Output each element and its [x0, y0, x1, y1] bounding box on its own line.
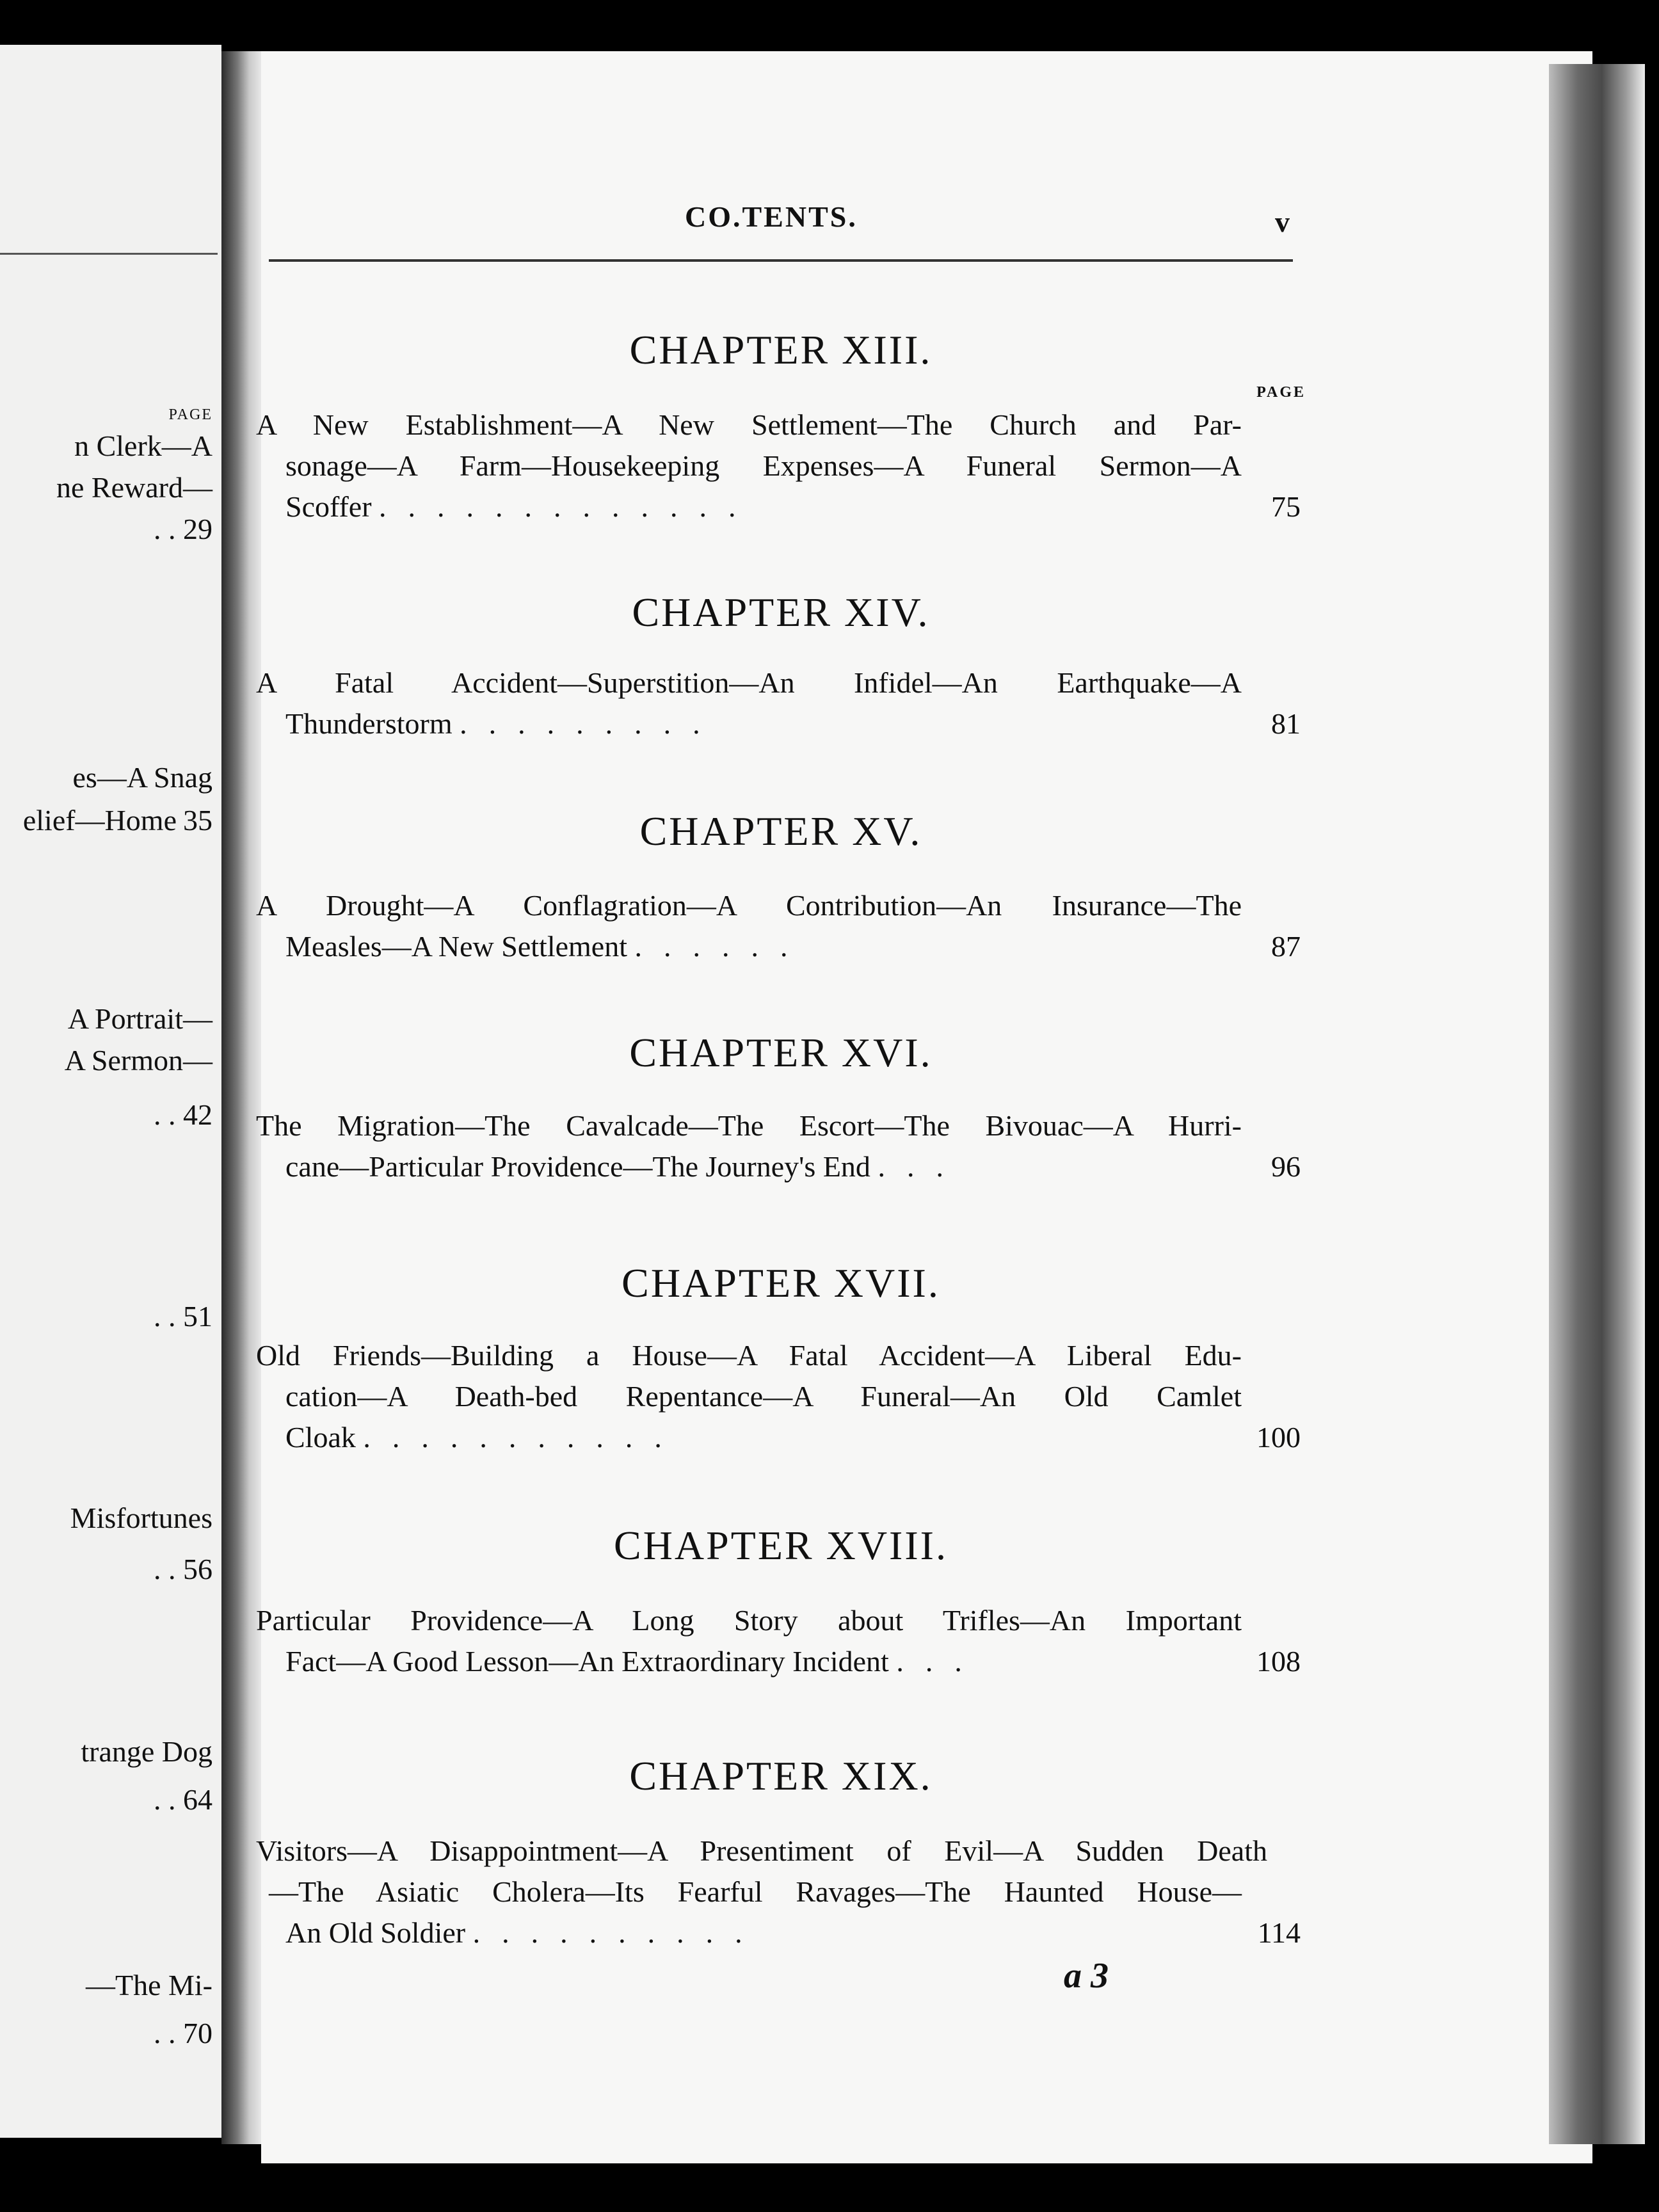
entry-line-last	[256, 486, 1306, 527]
entry-line-text: cane—Particular Providence—The Journey's End	[285, 1150, 870, 1183]
entry-page-number: 81	[1271, 707, 1301, 740]
facing-page-fragment	[0, 45, 221, 2138]
facing-text: 35	[183, 804, 212, 837]
chapter-entry	[256, 885, 1306, 967]
page-number: v	[1275, 205, 1290, 238]
entry-line-last	[256, 1146, 1306, 1187]
entry-line: A Fatal Accident—Superstition—An Infidel—An Earthquake—A	[256, 666, 1242, 699]
dot-leader: ...	[896, 1645, 984, 1678]
entry-line-text: Measles—A New Settlement	[285, 930, 628, 963]
entry-line-text: An Old Soldier	[285, 1916, 466, 1949]
entry-line-last	[256, 1641, 1306, 1682]
facing-text: Misfortunes	[70, 1502, 212, 1534]
facing-text: n Clerk—A	[74, 429, 212, 462]
facing-text: . . 64	[154, 1783, 212, 1816]
entry-line-text: Scoffer	[285, 490, 372, 523]
chapter-title: CHAPTER XVI.	[629, 1030, 933, 1075]
entry-line: Particular Providence—A Long Story about Trifles—An Important	[256, 1604, 1242, 1637]
dot-leader: ..........	[472, 1916, 764, 1949]
entry-line-text: Cloak	[285, 1421, 356, 1454]
chapter-entry	[256, 1831, 1306, 1953]
facing-text: trange Dog	[81, 1735, 212, 1768]
facing-page-label: PAGE	[168, 406, 212, 423]
dot-leader: ......	[634, 930, 810, 963]
chapter-title: CHAPTER XIV.	[632, 589, 930, 635]
chapter-entry	[256, 1335, 1306, 1458]
facing-text: . . 42	[154, 1098, 212, 1131]
facing-text: A Sermon—	[64, 1044, 212, 1077]
chapter-title: CHAPTER XVIII.	[614, 1523, 948, 1568]
entry-line-text: Fact—A Good Lesson—An Extraordinary Incident	[285, 1645, 889, 1678]
entry-page-number: 114	[1257, 1916, 1301, 1949]
entry-line-last	[256, 1912, 1306, 1953]
entry-page-number: 75	[1271, 490, 1301, 523]
entry-line: Old Friends—Building a House—A Fatal Accident—A Liberal Edu-	[256, 1339, 1242, 1372]
dot-leader: .........	[460, 707, 722, 740]
page-edge	[1549, 64, 1645, 2144]
entry-page-number: 96	[1271, 1150, 1301, 1183]
entry-line-text: Thunderstorm	[285, 707, 453, 740]
entry-page-number: 87	[1271, 930, 1301, 963]
chapter-title: CHAPTER XIII.	[629, 327, 933, 373]
chapter-title: CHAPTER XIX.	[629, 1753, 933, 1799]
page-column-label: PAGE	[1256, 384, 1306, 401]
facing-text: . . 70	[154, 2017, 212, 2049]
contents-body	[256, 0, 1306, 2212]
dot-leader: .............	[379, 490, 758, 523]
entry-page-number: 100	[1256, 1421, 1301, 1454]
signature-mark: a 3	[1064, 1956, 1109, 1996]
entry-line: cation—A Death-bed Repentance—A Funeral—An Old Camlet	[285, 1380, 1242, 1413]
entry-page-number: 108	[1256, 1645, 1301, 1678]
chapter-entry	[256, 1105, 1306, 1187]
facing-text: ne Reward—	[56, 471, 212, 504]
entry-line-last	[256, 703, 1306, 744]
facing-text: —The Mi-	[85, 1969, 212, 2001]
entry-line: The Migration—The Cavalcade—The Escort—The Bivouac—A Hurri-	[256, 1109, 1242, 1142]
facing-page-rule	[0, 253, 218, 255]
chapter-entry	[256, 405, 1306, 527]
chapter-title: CHAPTER XV.	[639, 808, 922, 854]
dot-leader: ...	[878, 1150, 965, 1183]
entry-line-last	[256, 926, 1306, 967]
entry-line: A Drought—A Conflagration—A Contribution—An Insurance—The	[256, 889, 1242, 922]
chapter-entry	[256, 662, 1306, 744]
header-rule	[269, 259, 1293, 262]
dot-leader: ...........	[363, 1421, 684, 1454]
facing-text: es—A Snag	[72, 761, 212, 794]
entry-line: A New Establishment—A New Settlement—The Church and Par-	[256, 408, 1242, 441]
facing-text: . . 29	[154, 513, 212, 545]
entry-line: sonage—A Farm—Housekeeping Expenses—A Funeral Sermon—A	[285, 449, 1242, 482]
book-gutter	[221, 51, 261, 2144]
entry-line: —The Asiatic Cholera—Its Fearful Ravages—The Haunted House—	[269, 1875, 1242, 1908]
entry-line-last	[256, 1417, 1306, 1458]
entry-line: Visitors—A Disappointment—A Presentiment of Evil—A Sudden Death	[256, 1834, 1267, 1867]
facing-text: A Portrait—	[67, 1002, 212, 1035]
facing-text: . . 56	[154, 1553, 212, 1585]
facing-text: . . 51	[154, 1300, 212, 1333]
running-title: CO.TENTS.	[685, 200, 858, 233]
chapter-title: CHAPTER XVII.	[621, 1260, 940, 1306]
facing-text: elief—Home	[22, 804, 177, 837]
chapter-entry	[256, 1600, 1306, 1682]
